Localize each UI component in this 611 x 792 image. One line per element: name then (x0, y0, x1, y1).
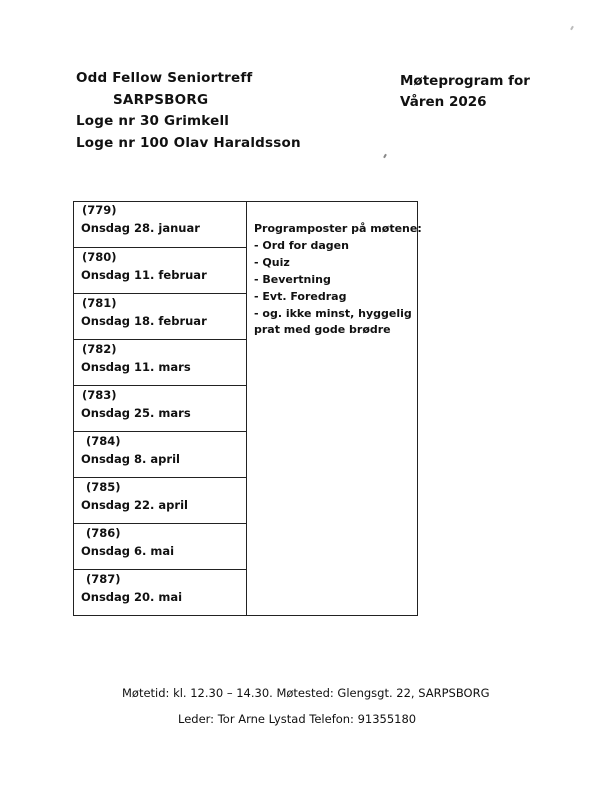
meeting-row (74, 523, 246, 569)
meeting-number: (784) (86, 434, 121, 448)
table-divider (246, 201, 247, 616)
meeting-row (74, 201, 246, 247)
program-title: Møteprogram for (400, 73, 530, 89)
scan-speck (383, 154, 387, 158)
meeting-date: Onsdag 18. februar (81, 314, 207, 328)
meeting-time-venue: Møtetid: kl. 12.30 – 14.30. Møtested: Glengsgt. 22, SARPSBORG (122, 686, 490, 700)
program-season: Våren 2026 (400, 94, 487, 110)
meeting-date: Onsdag 11. mars (81, 360, 191, 374)
meeting-row (74, 293, 246, 339)
meeting-row (74, 477, 246, 523)
meeting-number: (782) (82, 342, 117, 356)
meeting-number: (785) (86, 480, 121, 494)
program-item: - og. ikke minst, hyggelig (254, 307, 412, 320)
org-city: SARPSBORG (113, 92, 209, 108)
meeting-date: Onsdag 20. mai (81, 590, 183, 604)
meeting-row (74, 569, 246, 615)
program-item: - Bevertning (254, 273, 331, 286)
program-item: - Ord for dagen (254, 239, 349, 252)
program-item: prat med gode brødre (254, 323, 391, 336)
meeting-date: Onsdag 8. april (81, 452, 180, 466)
meeting-number: (779) (82, 203, 117, 217)
lodge-2: Loge nr 100 Olav Haraldsson (76, 135, 301, 151)
meeting-date: Onsdag 6. mai (81, 544, 175, 558)
program-item: - Quiz (254, 256, 290, 269)
lodge-1: Loge nr 30 Grimkell (76, 113, 230, 129)
meeting-date: Onsdag 28. januar (81, 221, 200, 235)
scan-speck (570, 26, 574, 30)
meeting-number: (781) (82, 296, 117, 310)
meeting-number: (787) (86, 572, 121, 586)
leader-contact: Leder: Tor Arne Lystad Telefon: 91355180 (178, 712, 417, 726)
org-name: Odd Fellow Seniortreff (76, 70, 253, 86)
meeting-number: (786) (86, 526, 121, 540)
meeting-date: Onsdag 22. april (81, 498, 188, 512)
program-heading: Programposter på møtene: (254, 222, 422, 235)
meeting-row (74, 431, 246, 477)
meeting-date: Onsdag 11. februar (81, 268, 207, 282)
meeting-row (74, 385, 246, 431)
meeting-number: (780) (82, 250, 117, 264)
meeting-row (74, 339, 246, 385)
meeting-row (74, 247, 246, 293)
meeting-number: (783) (82, 388, 117, 402)
meeting-date: Onsdag 25. mars (81, 406, 191, 420)
program-item: - Evt. Foredrag (254, 290, 347, 303)
